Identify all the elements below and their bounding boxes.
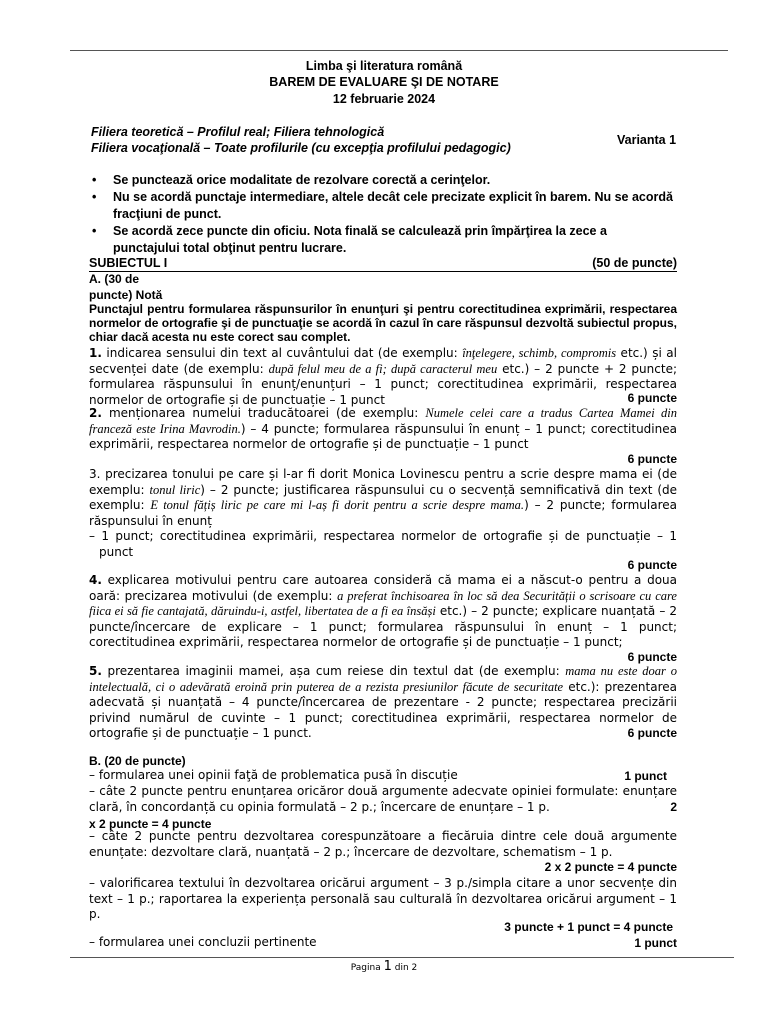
item-4-points-row [89, 650, 677, 664]
item-5-points-row [89, 726, 677, 740]
part-b-criterion-3-points: 2 x 2 puncte = 4 puncte [544, 860, 677, 874]
nota-paragraph: Punctajul pentru formularea răspunsurilor în enunţuri şi pentru corectitudinea exprimării, respectarea normelor de ortografie şi de punctuaţie se acordă în cazul în care răspunsul dezvoltă subiectul propus, chiar dacă acesta nu este corect sau complet. [89, 302, 677, 344]
page-number: 1 [383, 959, 392, 974]
part-a-label-line1: A. (30 de [89, 272, 140, 286]
part-b-criterion-5-points: 1 punct [634, 936, 677, 950]
page-footer: Pagina 1 din 2 [350, 959, 418, 974]
part-b-label: B. (20 de puncte) [89, 754, 186, 768]
item-5-number: 5. [89, 664, 102, 678]
part-b-criterion-3: – câte 2 puncte pentru dezvoltarea corespunzătoare a fiecăruia dintre cele două argumente enunțate: dezvoltare clară, nuanțată – 2 p.; încercare de dezvoltare, schematism – 1 p. [89, 829, 677, 859]
filiera-line-2: Filiera vocaţională – Toate profilurile (cu excepţia profilului pedagogic) [91, 141, 511, 155]
item-1-number: 1. [89, 346, 102, 360]
part-b-criterion-4-points-row [89, 920, 677, 934]
item-3-number: 3. [89, 467, 101, 481]
part-b-criterion-2-points-a: 2 [670, 800, 677, 814]
grading-rules [91, 172, 676, 257]
item-3-points: 6 puncte [627, 558, 677, 572]
exam-date: 12 februarie 2024 [332, 92, 436, 106]
item-1-points-row [89, 391, 677, 405]
variant-label: Varianta 1 [617, 133, 677, 147]
subject-1-heading [89, 256, 677, 272]
item-1-points: 6 puncte [627, 391, 677, 405]
bullet-icon: • [92, 190, 97, 204]
part-b-criterion-2: – câte 2 puncte pentru enunțarea oricăror două argumente adecvate opiniei formulate: enunțare clară, în concordanță cu opinia formulată – 2 p.; încercare de enunțare – 1 p. 2 [89, 784, 677, 814]
part-b-criterion-1-points: 1 punct [624, 769, 667, 783]
bullet-icon: • [92, 173, 97, 187]
rule-item: • Se punctează orice modalitate de rezolvare corectă a cerinţelor. [92, 173, 491, 187]
item-2-points: 6 puncte [627, 452, 677, 466]
part-b-criterion-1: – formularea unei opinii faţă de problematica pusă în discuție 1 punct [89, 768, 667, 783]
item-5: 5. prezentarea imaginii mamei, așa cum reiese din textul dat (de exemplu: mama nu este doar o intelectuală, ci o adevărată eroină prin puterea de a rezista presiunilor făcute de securitate etc.): prezentarea adecvată și nuanțată – 4 puncte/încercarea de prezentare - 2 puncte; respectarea precizării privind numărul de cuvinte – 1 punct; corectitudinea exprimării, respectarea normelor de ortografie și de punctuație – 1 punct. [89, 664, 678, 740]
rule-item: • Nu se acordă punctaje intermediare, altele decât cele precizate explicit în barem. Nu se acordă fracţiuni de punct. [92, 190, 673, 221]
item-4: 4. explicarea motivului pentru care autoarea consideră că mama ei a născut-o pentru a doua oară: precizarea motivului (de exemplu: a preferat închisoarea în loc să dea Securității o scrisoare cu care fiica ei să fie cantajată, dăruindu-i, astfel, libertatea de a fi ea însăși etc.) – 2 puncte; explicare nuanțată – 2 puncte/încercare de explicare – 1 punct; formularea răspunsului în enunț – 1 punct; corectitudinea exprimării, respectarea normelor de ortografie și de punctuație – 1 punct; [89, 573, 678, 649]
subject-1-points: (50 de puncte) [592, 256, 677, 270]
item-2-points-row [89, 452, 677, 466]
page-total: 2 [411, 963, 418, 973]
bullet-icon: • [92, 224, 97, 238]
bottom-rule [70, 957, 734, 958]
item-4-points: 6 puncte [627, 650, 677, 664]
top-rule [70, 50, 728, 51]
filiere-block [91, 124, 511, 156]
item-4-number: 4. [89, 573, 102, 587]
item-2-number: 2. [89, 406, 102, 420]
rule-item: • Se acordă zece puncte din oficiu. Nota finală se calculează prin împărţirea la zece a punctajului total obţinut pentru lucrare. [92, 224, 607, 255]
item-3: 3. precizarea tonului pe care și l-ar fi dorit Monica Lovinescu pentru a scrie despre mama ei (de exemplu: tonul liric) – 2 puncte; justificarea răspunsului cu o secvență semnificativă din text (de exemplu: E tonul fățiș liric pe care mi l-aș fi dorit pentru a scrie despre mama.) – 2 puncte; formularea răspunsului în enunț – 1 punct; corectitudinea exprimării, respectarea normelor de ortografie și de punctuație – 1 punct [89, 467, 678, 559]
part-b-criterion-2-points-b: x 2 puncte = 4 puncte [89, 817, 212, 831]
item-2: 2. menționarea numelui traducătoarei (de exemplu: Numele celei care a tradus Cartea Mamei din franceză este Irina Mavrodin.) – 4 puncte; formularea răspunsului în enunț – 1 punct; corectitudinea exprimării, respectarea normelor de ortografie și de punctuație – 1 punct [89, 406, 678, 451]
subject-1-label: SUBIECTUL I [89, 256, 168, 270]
part-b-criterion-5: – formularea unei concluzii pertinente 1 punct [89, 935, 677, 950]
part-a-label-line2: puncte) Notă [89, 288, 163, 302]
item-3-continued: – 1 punct; corectitudinea exprimării, respectarea normelor de ortografie și de punctuație – 1 punct [89, 529, 677, 559]
filiera-line-1: Filiera teoretică – Profilul real; Filiera tehnologică [91, 125, 385, 139]
subject-heading: Limba şi literatura română [305, 59, 463, 73]
document-title: BAREM DE EVALUARE ŞI DE NOTARE [269, 75, 499, 89]
item-5-points: 6 puncte [627, 726, 677, 740]
item-1: 1. indicarea sensului din text al cuvântului dat (de exemplu: înţelegere, schimb, compromis etc.) și al secvenței date (de exemplu: după felul meu de a fi; după caracterul meu etc.) – 2 puncte + 2 puncte; formularea răspunsului în enunț/enunțuri – 1 punct; corectitudinea exprimării, respectarea normelor de ortografie și de punctuație – 1 punct [89, 346, 677, 407]
part-b-criterion-4-points: 3 puncte + 1 punct = 4 puncte [504, 920, 673, 934]
part-b-criterion-3-points-row [89, 860, 677, 874]
part-b-criterion-4: – valorificarea textului în dezvoltarea oricărui argument – 3 p./simpla citare a unor secvențe din text – 1 p.; raportarea la experiența personală sau culturală în dezvoltarea oricărui argument – 1 p. [89, 876, 677, 921]
item-3-points-row [89, 558, 677, 572]
